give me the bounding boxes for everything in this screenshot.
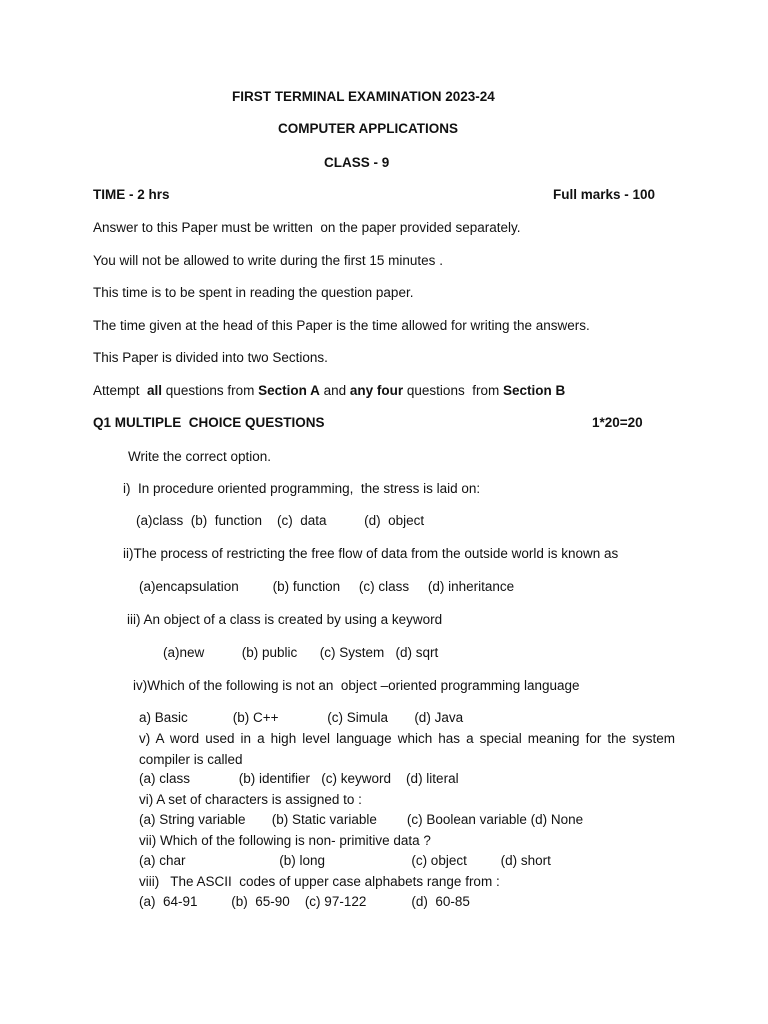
attempt-instruction (93, 382, 565, 400)
attempt-emphasis: any four (349, 383, 404, 398)
attempt-text: Attempt (93, 383, 148, 398)
question-text: i) In procedure oriented programming, the stress is laid on: (123, 481, 481, 496)
attempt-text: questions from (162, 383, 259, 398)
instruction-line: You will not be allowed to write during the first 15 minutes . (93, 253, 443, 268)
question-options: (a) class (b) identifier (c) keyword (d) literal (139, 771, 459, 786)
subject-title: COMPUTER APPLICATIONS (278, 121, 459, 136)
instruction-line: This time is to be spent in reading the question paper. (93, 285, 414, 300)
question-options: (a) String variable (b) Static variable (c) Boolean variable (d) None (139, 812, 584, 827)
q1-instruction: Write the correct option. (128, 449, 272, 464)
q1-title: Q1 MULTIPLE CHOICE QUESTIONS (93, 415, 325, 430)
q1-marks: 1*20=20 (592, 415, 643, 430)
attempt-text: and (319, 383, 350, 398)
question-text: iii) An object of a class is created by using a keyword (127, 612, 443, 627)
question-text: viii) The ASCII codes of upper case alphabets range from : (139, 874, 500, 889)
attempt-emphasis: Section A (258, 383, 320, 398)
question-text: vi) A set of characters is assigned to : (139, 792, 362, 807)
question-options: (a)encapsulation (b) function (c) class (d) inheritance (139, 579, 515, 594)
attempt-emphasis: all (147, 383, 163, 398)
attempt-emphasis: Section B (502, 383, 566, 398)
instruction-line: This Paper is divided into two Sections. (93, 350, 328, 365)
attempt-text: questions from (403, 383, 503, 398)
question-text: iv)Which of the following is not an object –oriented programming language (133, 678, 580, 693)
instruction-line: The time given at the head of this Paper is the time allowed for writing the answers. (93, 318, 590, 333)
exam-title: FIRST TERMINAL EXAMINATION 2023-24 (232, 89, 495, 104)
time-label: TIME - 2 hrs (93, 187, 170, 202)
question-options: (a) 64-91 (b) 65-90 (c) 97-122 (d) 60-85 (139, 894, 470, 909)
question-text: ii)The process of restricting the free flow of data from the outside world is known as (123, 546, 619, 561)
question-options: a) Basic (b) C++ (c) Simula (d) Java (139, 710, 464, 725)
question-options: (a)class (b) function (c) data (d) object (136, 513, 425, 528)
question-text: vii) Which of the following is non- primitive data ? (139, 833, 431, 848)
class-label: CLASS - 9 (324, 155, 390, 170)
question-options: (a)new (b) public (c) System (d) sqrt (163, 645, 439, 660)
full-marks-label: Full marks - 100 (553, 187, 656, 202)
question-text: v) A word used in a high level language which has a special meaning for the system compiler is called (139, 731, 675, 767)
instruction-line: Answer to this Paper must be written on the paper provided separately. (93, 220, 521, 235)
question-options: (a) char (b) long (c) object (d) short (139, 853, 551, 868)
